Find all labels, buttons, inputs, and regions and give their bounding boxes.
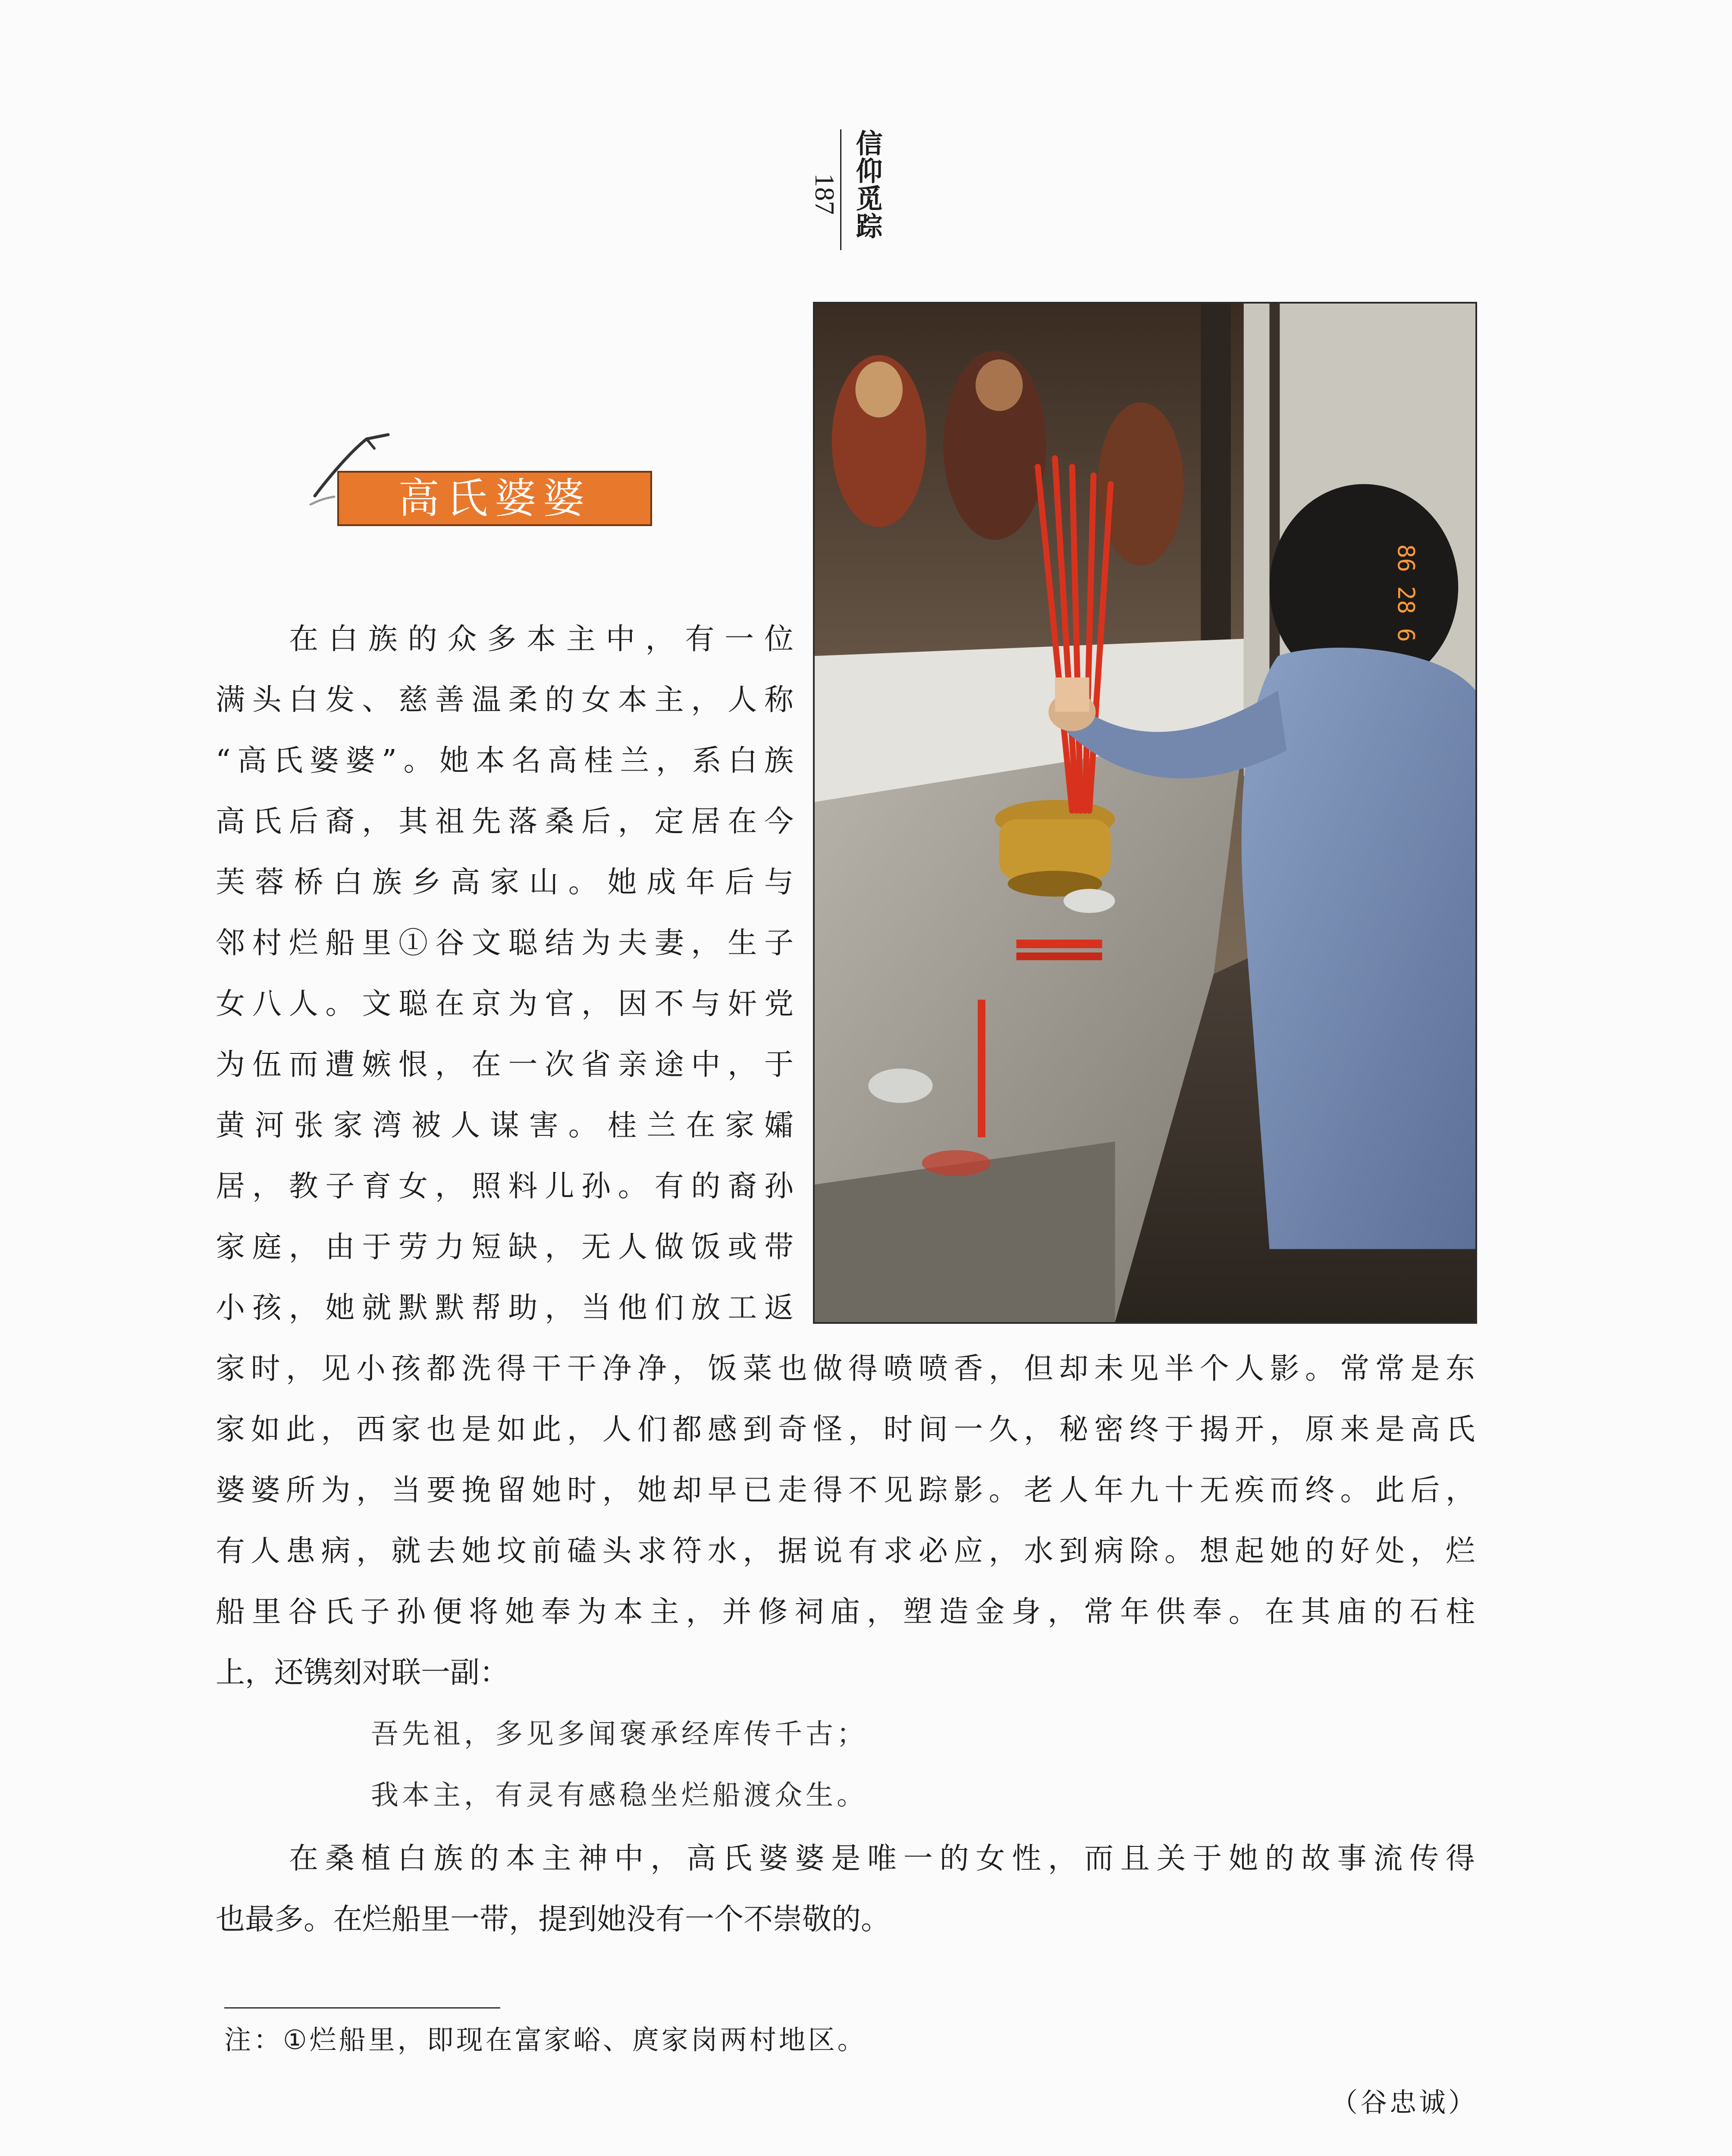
running-head-title: 信仰觅踪 xyxy=(851,129,883,240)
paragraph-line: 女八人。文聪在京为官，因不与奸党 xyxy=(216,987,794,1021)
paragraph-2 xyxy=(216,1828,1475,1950)
footnote-rule xyxy=(224,2007,500,2009)
paragraph-line: 邻村烂船里①谷文聪结为夫妻，生子 xyxy=(216,926,794,960)
paragraph-line: 在白族的众多本主中，有一位 xyxy=(289,622,794,656)
running-head-rule xyxy=(840,129,841,250)
running-head xyxy=(810,129,883,259)
temple-photo xyxy=(813,302,1477,1324)
paragraph-line: 小孩，她就默默帮助，当他们放工返 xyxy=(216,1291,794,1325)
paragraph-line: “高氏婆婆”。她本名高桂兰，系白族 xyxy=(216,744,794,778)
couplet-line-1: 吾先祖，多见多闻褒承经库传千古； xyxy=(371,1718,868,1750)
paragraph-line: 黄河张家湾被人谋害。桂兰在家孀 xyxy=(216,1109,794,1143)
paragraph-line: 在桑植白族的本主神中，高氏婆婆是唯一的女性，而且关于她的故事流传得 xyxy=(289,1842,1475,1876)
footnote: 注：①烂船里，即现在富家峪、庹家岗两村地区。 xyxy=(224,2024,867,2056)
paragraph-line: 婆婆所为，当要挽留她时，她却早已走得不见踪影。老人年九十无疾而终。此后， xyxy=(216,1473,1475,1507)
paragraph-line: 居，教子育女，照料儿孙。有的裔孙 xyxy=(216,1169,794,1203)
article-title: 高氏婆婆 xyxy=(398,474,591,523)
paragraph-line: 有人患病，就去她坟前磕头求符水，据说有求必应，水到病除。想起她的好处，烂 xyxy=(216,1534,1475,1568)
author-credit: （谷忠诚） xyxy=(1330,2087,1478,2118)
paragraph-line: 也最多。在烂船里一带，提到她没有一个不崇敬的。 xyxy=(216,1902,891,1937)
paragraph-line: 芙蓉桥白族乡高家山。她成年后与 xyxy=(216,865,794,899)
paragraph-line: 高氏后裔，其祖先落桑后，定居在今 xyxy=(216,805,794,839)
paragraph-1 xyxy=(216,609,794,1338)
paragraph-line: 船里谷氏子孙便将她奉为本主，并修祠庙，塑造金身，常年供奉。在其庙的石柱 xyxy=(216,1595,1475,1629)
paragraph-line: 满头白发、慈善温柔的女本主，人称 xyxy=(216,683,794,717)
paragraph-line: 家时，见小孩都洗得干干净净，饭菜也做得喷喷香，但却未见半个人影。常常是东 xyxy=(216,1352,1475,1386)
photo-date-stamp: 86 28 6 xyxy=(1392,544,1420,642)
paragraph-1-continued xyxy=(216,1338,1475,1703)
paragraph-line: 为伍而遭嫉恨，在一次省亲途中，于 xyxy=(216,1048,794,1082)
temple-photo-image xyxy=(815,304,1475,1322)
paragraph-line: 家如此，西家也是如此，人们都感到奇怪，时间一久，秘密终于揭开，原来是高氏 xyxy=(216,1413,1475,1447)
article-title-box xyxy=(337,471,652,526)
paragraph-line: 家庭，由于劳力短缺，无人做饭或带 xyxy=(216,1230,794,1264)
paragraph-line: 上，还镌刻对联一副： xyxy=(216,1656,509,1690)
couplet-line-2: 我本主，有灵有感稳坐烂船渡众生。 xyxy=(371,1780,868,1811)
page-number: 187 xyxy=(810,173,840,215)
